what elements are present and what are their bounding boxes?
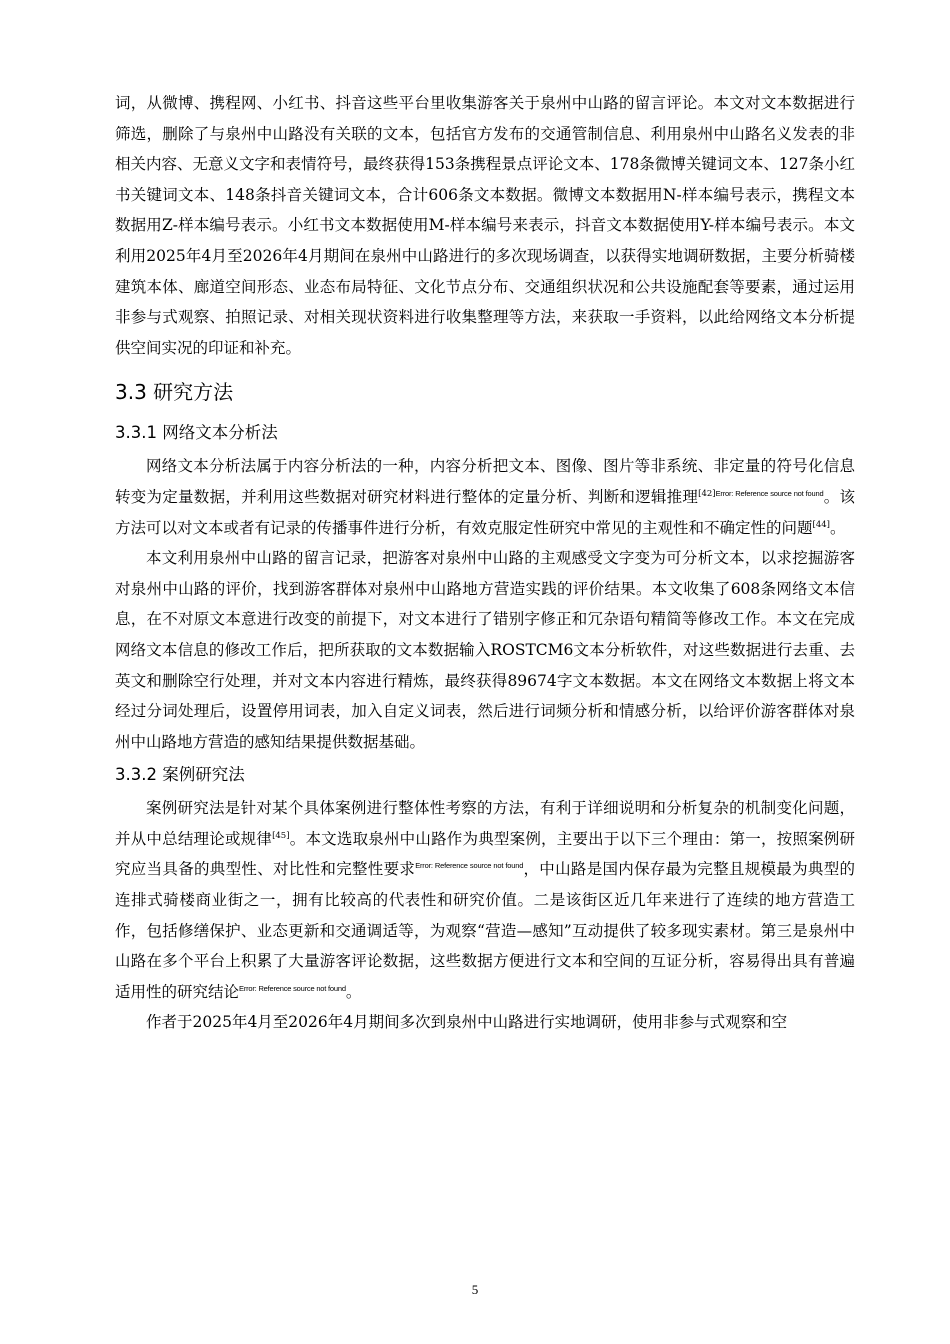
paragraph-text-analysis-definition: [115, 451, 855, 543]
text-span: 。: [829, 518, 846, 537]
paragraph-field-survey: 作者于2025年4月至2026年4月期间多次到泉州中山路进行实地调研，使用非参与式观察和空: [146, 1013, 788, 1032]
citation-error: Error: Reference source not found: [415, 861, 524, 871]
section-heading-3-3: 3.3 研究方法: [115, 380, 234, 405]
section-heading-3-3-1: 3.3.1 网络文本分析法: [115, 423, 278, 443]
citation-error: Error: Reference source not found: [239, 983, 346, 993]
text-span: 。本文选取泉州中山路作为典型案例，主要出于以下三个理由：第一，按照案例研究应当具备的典型性、对比性和完整性要求: [115, 829, 855, 879]
paragraph-data-collection: 词，从微博、携程网、小红书、抖音这些平台里收集游客关于泉州中山路的留言评论。本文对文本数据进行筛选，删除了与泉州中山路没有关联的文本，包括官方发布的交通管制信息、利用泉州中山路名义发表的非相关内容、无意义文字和表情符号，最终获得153条携程景点评论文本、178条微博关键词文本、127条小红书关键词文本、148条抖音关键词文本，合计606条文本数据。微博文本数据用N-样本编号表示，携程文本数据用Z-样本编号表示。小红书文本数据使用M-样本编号来表示，抖音文本数据使用Y-样本编号表示。本文利用2025年4月至2026年4月期间在泉州中山路进行的多次现场调查，以获得实地调研数据，主要分析骑楼建筑本体、廊道空间形态、业态布局特征、文化节点分布、交通组织状况和公共设施配套等要素，通过运用非参与式观察、拍照记录、对相关现状资料进行收集整理等方法，来获取一手资料，以此给网络文本分析提供空间实况的印证和补充。: [115, 94, 855, 357]
citation-ref: [42]: [698, 488, 716, 499]
citation-ref: [44]: [812, 519, 830, 530]
citation-error: Error: Reference source not found: [715, 488, 824, 498]
text-span: 案例研究法是针对某个具体案例进行整体性考察的方法，有利于详细说明和分析复杂的机制变化问题，并从中总结理论或规律: [115, 799, 855, 848]
text-span: 网络文本分析法属于内容分析法的一种，内容分析把文本、图像、图片等非系统、非定量的符号化信息转变为定量数据，并利用这些数据对研究材料进行整体的定量分析、判断和逻辑推理: [115, 457, 855, 506]
paragraph-case-study-rationale: [115, 793, 855, 1007]
text-span: ，中山路是国内保存最为完整且规模最为典型的连排式骑楼商业街之一，拥有比较高的代表性和研究价值。二是该街区近几年来进行了连续的地方营造工作，包括修缮保护、业态更新和交通调适等，为观察“营造—感知”互动提供了较多现实素材。第三是泉州中山路在多个平台上积累了大量游客评论数据，这些数据方便进行文本和空间的互证分析，容易得出具有普遍适用性的研究结论: [115, 860, 855, 1001]
section-heading-3-3-2: 3.3.2 案例研究法: [115, 765, 245, 785]
citation-ref: [45]: [272, 830, 290, 841]
page-body: [115, 88, 855, 1038]
text-span: 。该方法可以对文本或者有记录的传播事件进行分析，有效克服定性研究中常见的主观性和不确定性的问题: [115, 487, 855, 537]
text-span: 。: [345, 982, 362, 1001]
page-number: 5: [471, 1282, 479, 1297]
paragraph-text-analysis-procedure: 本文利用泉州中山路的留言记录，把游客对泉州中山路的主观感受文字变为可分析文本，以求挖掘游客对泉州中山路的评价，找到游客群体对泉州中山路地方营造实践的评价结果。本文收集了608条网络文本信息，在不对原文本意进行改变的前提下，对文本进行了错别字修正和冗杂语句精简等修改工作。本文在完成网络文本信息的修改工作后，把所获取的文本数据输入ROSTCM6文本分析软件，对这些数据进行去重、去英文和删除空行处理，并对文本内容进行精炼，最终获得89674字文本数据。本文在网络文本数据上将文本经过分词处理后，设置停用词表，加入自定义词表，然后进行词频分析和情感分析，以给评价游客群体对泉州中山路地方营造的感知结果提供数据基础。: [115, 549, 855, 751]
